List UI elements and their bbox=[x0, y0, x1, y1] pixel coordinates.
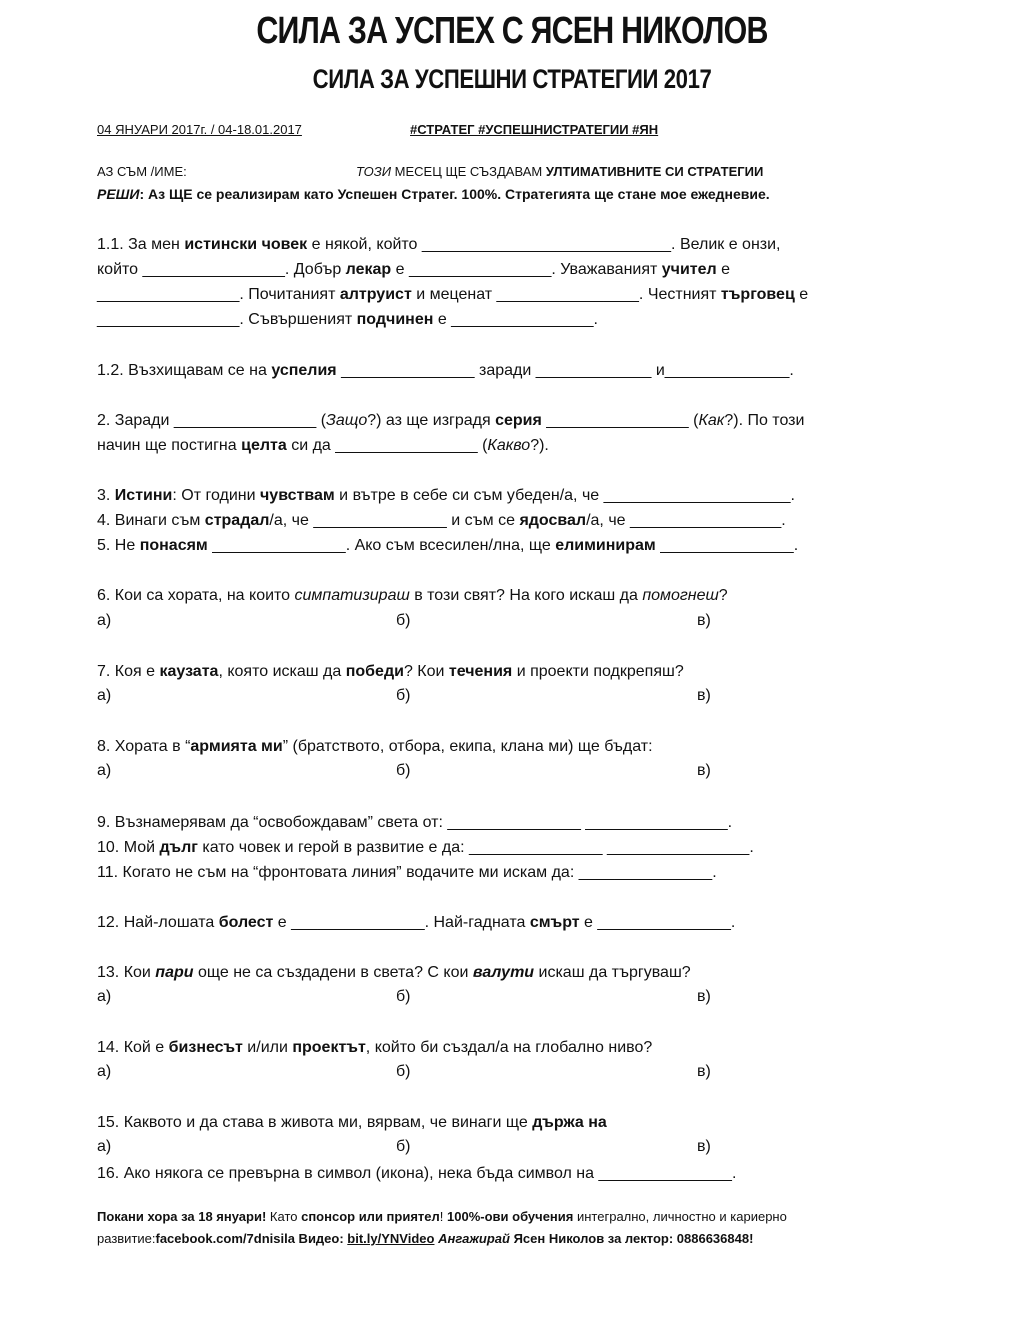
text: и/или bbox=[242, 1039, 293, 1056]
question-10 bbox=[97, 835, 754, 860]
option-a: а) bbox=[97, 1138, 112, 1155]
text: 1.2. Възхищавам се на bbox=[97, 362, 272, 379]
text: и меценат ________________. Честният bbox=[411, 286, 721, 303]
footer-line-1 bbox=[97, 1206, 787, 1228]
text: лекар bbox=[345, 261, 392, 278]
text: Истини bbox=[114, 487, 173, 504]
text: чувствам bbox=[260, 487, 335, 504]
text: 14. Кой е bbox=[97, 1039, 169, 1056]
text: елиминирам bbox=[555, 537, 656, 554]
text: 13. Кои bbox=[97, 964, 156, 981]
text: 1.1. За мен bbox=[97, 236, 185, 253]
text: проектът bbox=[292, 1039, 366, 1056]
text: ?). bbox=[530, 437, 549, 454]
text: страдал bbox=[204, 512, 270, 529]
footer bbox=[97, 1206, 787, 1250]
text: истински човек bbox=[184, 236, 308, 253]
text: Как bbox=[698, 412, 725, 429]
text: понасям bbox=[139, 537, 208, 554]
text: искаш да търгуваш? bbox=[534, 964, 691, 981]
option-b: б) bbox=[396, 687, 411, 704]
decide-text: : Аз ЩЕ се реализирам като Успешен Стратег. 100%. Стратегията ще стане мое ежедневие. bbox=[139, 186, 770, 202]
text: спонсор или приятел bbox=[301, 1209, 440, 1224]
text: 15. Каквото и да става в живота ми, вярвам, че винаги ще bbox=[97, 1114, 533, 1131]
text: ядосвал bbox=[519, 512, 587, 529]
text: Като bbox=[266, 1209, 302, 1224]
text: серия bbox=[495, 412, 542, 429]
question-8 bbox=[97, 734, 653, 759]
text: успелия bbox=[271, 362, 337, 379]
text: е ________________. bbox=[433, 311, 598, 328]
text: Покани хора за 18 януари! bbox=[97, 1209, 267, 1224]
text: е bbox=[794, 286, 809, 303]
question-9: 9. Възнамерявам да “освобождавам” света от: _______________ ________________. bbox=[97, 814, 733, 831]
q1-1-line-2 bbox=[97, 257, 808, 282]
footer-line-2 bbox=[97, 1228, 787, 1250]
question-11: 11. Когато не съм на “фронтовата линия” водачите ми искам да: _______________. bbox=[97, 864, 717, 881]
text: 7. Коя е bbox=[97, 663, 160, 680]
q2-line-1 bbox=[97, 408, 804, 433]
q2-line-2 bbox=[97, 433, 804, 458]
text: _______________ заради _____________ и______________. bbox=[336, 362, 794, 379]
text: и проекти подкрепяш? bbox=[512, 663, 684, 680]
text: подчинен bbox=[356, 311, 434, 328]
text: още не са създадени в света? С кои bbox=[193, 964, 473, 981]
facebook-link[interactable]: facebook.com/7dnisila bbox=[155, 1231, 295, 1246]
question-14 bbox=[97, 1035, 652, 1060]
question-1-1 bbox=[97, 232, 808, 332]
text: пари bbox=[155, 964, 194, 981]
text: е _______________. bbox=[579, 914, 736, 931]
text: 100%-ови обучения bbox=[447, 1209, 574, 1224]
text: _______________. bbox=[655, 537, 799, 554]
question-3 bbox=[97, 483, 795, 508]
text: 6. Кои са хората, на които bbox=[97, 587, 295, 604]
q1-1-line-1 bbox=[97, 232, 808, 257]
option-b: б) bbox=[396, 762, 411, 779]
name-label: АЗ СЪМ /ИМЕ: bbox=[97, 164, 187, 179]
text: в този свят? На кого искаш да bbox=[409, 587, 643, 604]
text: ?) аз ще изградя bbox=[367, 412, 496, 429]
text: 3. bbox=[97, 487, 115, 504]
text: Ангажирай bbox=[434, 1231, 510, 1246]
question-13 bbox=[97, 960, 691, 985]
month-bold: УЛТИМАТИВНИТЕ СИ СТРАТЕГИИ bbox=[545, 164, 764, 179]
text: болест bbox=[218, 914, 274, 931]
text: 8. Хората в “ bbox=[97, 738, 191, 755]
text: дълг bbox=[159, 839, 198, 856]
question-7 bbox=[97, 659, 684, 684]
text: си да ________________ ( bbox=[286, 437, 488, 454]
text: държа на bbox=[532, 1114, 607, 1131]
text: е някой, който ____________________________. Велик е онзи, bbox=[307, 236, 781, 253]
option-a: а) bbox=[97, 988, 112, 1005]
text: Видео: bbox=[294, 1231, 348, 1246]
month-line bbox=[356, 164, 763, 179]
question-6 bbox=[97, 583, 728, 608]
text: , която искаш да bbox=[218, 663, 346, 680]
text: е bbox=[716, 261, 731, 278]
text: и вътре в себе си съм убеден/а, че _____________________. bbox=[334, 487, 795, 504]
text: помогнеш bbox=[642, 587, 719, 604]
text: е ________________. Уважаваният bbox=[391, 261, 662, 278]
text: Ясен Николов за лектор: 0886636848! bbox=[509, 1231, 754, 1246]
text: симпатизираш bbox=[294, 587, 410, 604]
text: : От години bbox=[172, 487, 261, 504]
option-c: в) bbox=[697, 1063, 711, 1080]
date-line: 04 ЯНУАРИ 2017г. / 04-18.01.2017 bbox=[97, 122, 302, 137]
q1-1-line-3 bbox=[97, 282, 808, 307]
text: интегрално, личностно и кариерно bbox=[573, 1209, 787, 1224]
text: течения bbox=[448, 663, 513, 680]
video-link[interactable]: bit.ly/YNVideo bbox=[347, 1231, 435, 1246]
q1-1-line-4 bbox=[97, 307, 808, 332]
text: 10. Мой bbox=[97, 839, 160, 856]
page-subtitle: СИЛА ЗА УСПЕШНИ СТРАТЕГИИ 2017 bbox=[312, 64, 712, 94]
text: армията ми bbox=[190, 738, 283, 755]
text: ? Кои bbox=[403, 663, 449, 680]
text: 5. Не bbox=[97, 537, 140, 554]
text: ?). По този bbox=[724, 412, 805, 429]
text: , който би създал/а на глобално ниво? bbox=[365, 1039, 653, 1056]
text: начин ще постигна bbox=[97, 437, 242, 454]
text: ! bbox=[439, 1209, 448, 1224]
question-16: 16. Ако някога се превърна в символ (икона), нека бъда символ на _______________. bbox=[97, 1165, 737, 1182]
option-a: а) bbox=[97, 1063, 112, 1080]
text: който ________________. Добър bbox=[97, 261, 346, 278]
option-b: б) bbox=[396, 612, 411, 629]
month-text: МЕСЕЦ ЩЕ СЪЗДАВАМ bbox=[391, 164, 546, 179]
text: валути bbox=[472, 964, 535, 981]
text: победи bbox=[345, 663, 404, 680]
option-c: в) bbox=[697, 988, 711, 1005]
option-c: в) bbox=[697, 612, 711, 629]
hashtags: #СТРАТЕГ #УСПЕШНИСТРАТЕГИИ #ЯН bbox=[410, 122, 659, 137]
decide-label: РЕШИ bbox=[97, 186, 140, 202]
text: е _______________. Най-гадната bbox=[273, 914, 530, 931]
month-italic: ТОЗИ bbox=[356, 164, 392, 179]
text: 4. Винаги съм bbox=[97, 512, 205, 529]
question-15 bbox=[97, 1110, 607, 1135]
option-a: а) bbox=[97, 687, 112, 704]
decide-line bbox=[97, 186, 770, 202]
question-12 bbox=[97, 910, 735, 935]
text: /а, че _______________ и съм се bbox=[269, 512, 520, 529]
text: _______________. Ако съм всесилен/лна, ще bbox=[207, 537, 556, 554]
text: Защо bbox=[326, 412, 368, 429]
option-c: в) bbox=[697, 687, 711, 704]
text: 2. Заради ________________ ( bbox=[97, 412, 327, 429]
option-c: в) bbox=[697, 1138, 711, 1155]
text: смърт bbox=[529, 914, 580, 931]
text: ________________. Съвършеният bbox=[97, 311, 357, 328]
text: бизнесът bbox=[168, 1039, 243, 1056]
text: ” (братството, отбора, екипа, клана ми) ще бъдат: bbox=[282, 738, 653, 755]
text: Какво bbox=[487, 437, 531, 454]
text: като човек и герой в развитие е да: _______________ ________________. bbox=[197, 839, 754, 856]
option-a: а) bbox=[97, 612, 112, 629]
text: алтруист bbox=[339, 286, 412, 303]
text: ________________. Почитаният bbox=[97, 286, 340, 303]
text: ? bbox=[718, 587, 728, 604]
text: /а, че _________________. bbox=[586, 512, 786, 529]
option-b: б) bbox=[396, 988, 411, 1005]
question-5 bbox=[97, 533, 798, 558]
question-2 bbox=[97, 408, 804, 458]
text: развитие: bbox=[97, 1231, 156, 1246]
text: търговец bbox=[720, 286, 795, 303]
text: целта bbox=[241, 437, 287, 454]
option-b: б) bbox=[396, 1138, 411, 1155]
question-1-2 bbox=[97, 358, 794, 383]
option-a: а) bbox=[97, 762, 112, 779]
option-b: б) bbox=[396, 1063, 411, 1080]
text: ________________ ( bbox=[541, 412, 699, 429]
text: каузата bbox=[159, 663, 219, 680]
page-title: СИЛА ЗА УСПЕХ С ЯСЕН НИКОЛОВ bbox=[256, 10, 768, 52]
text: учител bbox=[661, 261, 717, 278]
text: 12. Най-лошата bbox=[97, 914, 219, 931]
option-c: в) bbox=[697, 762, 711, 779]
question-4 bbox=[97, 508, 786, 533]
